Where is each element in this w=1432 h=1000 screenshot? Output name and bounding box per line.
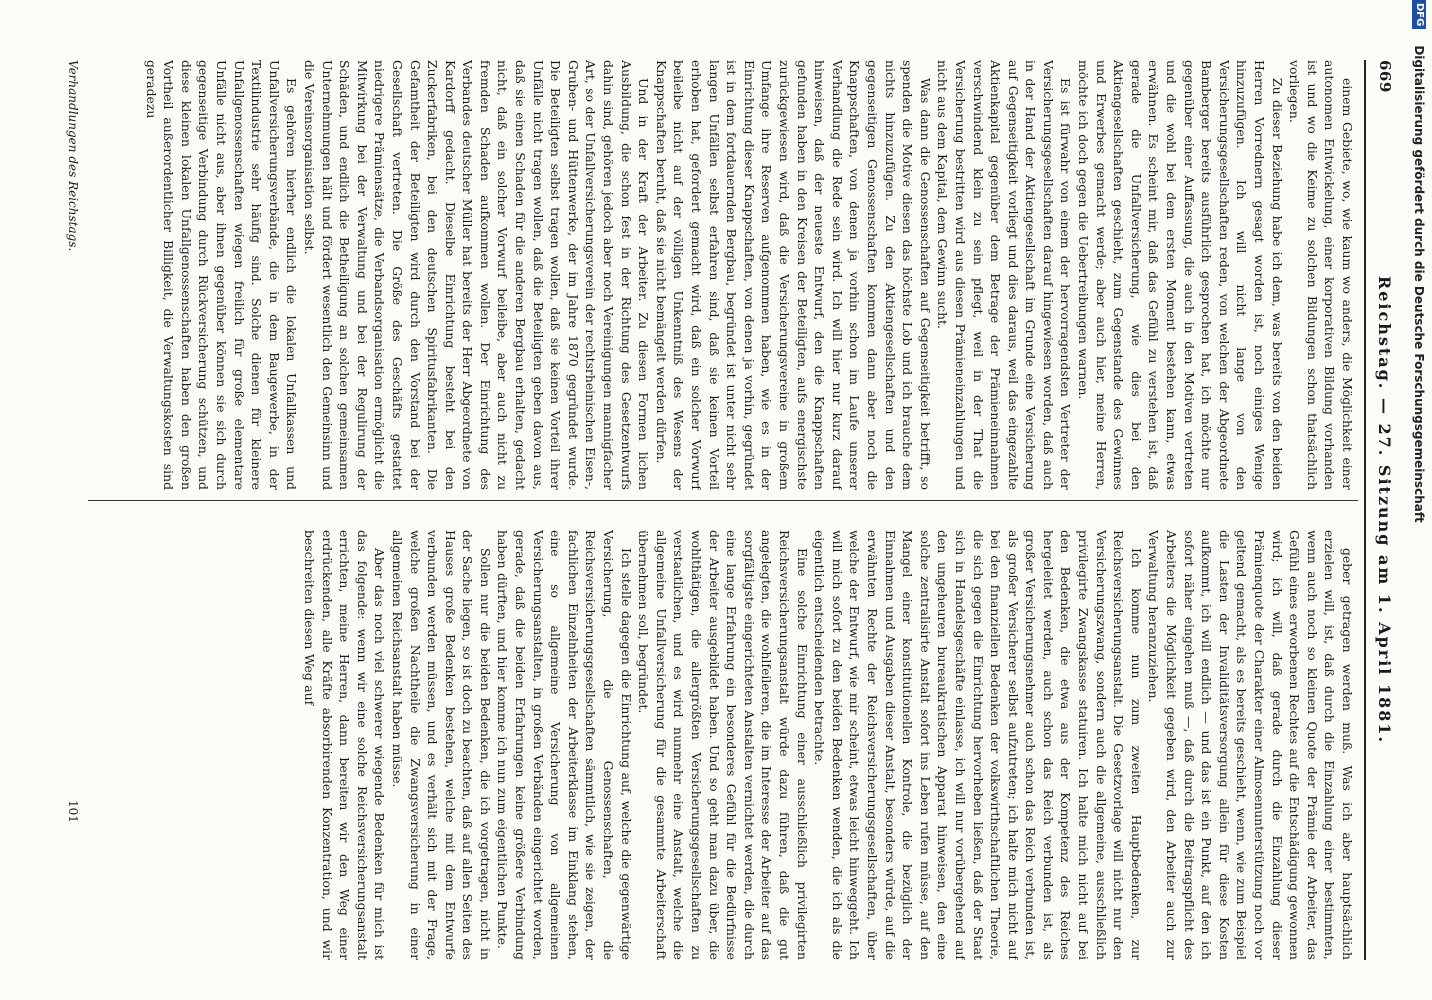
footer-title: Verhandlungen des Reichstags. (66, 60, 80, 252)
running-title: Reichstag. — 27. Sitzung am 1. April 1881. (1375, 275, 1394, 745)
paragraph: geber getragen werden muß. Was ich aber hauptsächlich erzielen will, ist, daß durch die Einzahlung einer bestimmten, wenn auch noch so kleinen Quote der Prämie der Arbeiter, das Gefühl eines erworbenen Rechtes auf die Entschädigung gewonnen wird; ich will, daß gerade durch die Einzahlung dieser Prämienquote der Charakter einer Almosenunterstützung noch vor geltend gemacht, als es bereits geschieht, wenn, wie zum Beispiel die Lasten der Invaliditätsversorgung allein für diese Kosten aufkommt, ich will endlich — und das ist ein Punkt, auf den ich sofort näher eingehen muß —, daß durch die Beitragspflicht des Arbeiters die Möglichkeit gegeben wird, den Arbeiter auch zur Verwaltung heranzuziehen. (1146, 530, 1355, 960)
paragraph: Ich komme nun zum zweiten Hauptbedenken, zur Reichsversicherungsanstalt. Die Gesetzvorlage will nicht nur den Versicherungszwang, sondern auch die allgemeine, ausschließlich privilegirte Zwangskasse statuiren. Ich halte mich nicht auf bei den Bedenken, die etwa aus der Kompetenz des Reiches hergeleitet werden, auch schon das Reich verbunden ist, als großer Versicherungsnehmer auch schon das Reich verbunden ist, als großer Versicherer selbst aufzutreten; ich halte mich nicht auf bei den finanziellen Bedenken der volkswirthschaftlichen Theorie, die sich gegen die Einrichtung hervorheben ließen, daß der Staat sich in Handelsgeschäfte einlasse, ich will nur vorübergehend auf den ungeheuren bureaukratischen Apparat hinweisen, den eine solche zentralisirte Anstalt sofort ins Leben rufen müsse, auf den Mangel einer konstitutionellen Kontrole, die bezüglich der Einnahmen und Ausgaben dieser Anstalt, besonders würde, auf die erwähnten Rechte der Reichsversicherungsgesellschaften, über welche der Entwurf, wie mir scheint, etwas leicht hinweggeht. Ich will mich sofort zu den beiden Bedenken wenden, die ich als die eigentlich entscheidenden betrachte. (812, 530, 1144, 960)
paragraph: Ich stelle dagegen die Einrichtung auf, welche die gegenwärtige Versicherung, die Genossenschaften, die Reichsversicherungsgesellschaften sämmtlich, wie sie zeigen, der fachlichen Einzelnheiten der Arbeiterklasse im Einklang stehen, eine so allgemeine Versicherung von allgemeinen Versicherungsanstalten, in großen Verbänden eingerichtet worden, gerade, daß die beiden Erfahrungen keine größere Verbindung haben dürften, und hier komme ich nun zum eigentlichen Punkte. (495, 530, 634, 960)
paragraph: einem Gebiete, wo, wie kaum wo anders, die Möglichkeit einer autonomen Entwickelung, einer korporativen Bildung vorhanden ist und wo die Keime zu solchen Bildungen schon thatsächlich vorliegen. (1287, 60, 1355, 490)
credit-text: Digitalisierung gefördert durch die Deutsche Forschungsgemeinschaft (1412, 45, 1427, 523)
paragraph: Was dann die Genossenschaften auf Gegenseitigkeit betrifft, so spenden die Motive diesen das höchste Lob und ich brauche dem nichts hinzuzufügen. Zu den Aktiengesellschaften und den gegenseitigen Genossenschaften kommen dann aber noch die Knappschaften, von denen ja vorhin schon im Laufe unserer Verhandlung die Rede sein wird. Ich will hier nur kurz darauf hinweisen, daß der neueste Entwurf, den die Knappschaften gefunden haben in den Kreisen der Beteiligten, aufs energischste zurückgewiesen wird, daß die Versicherungsvereine in großem Umfange ihre Reserven aufgenommen haben, wie es in der Einrichtung dieser Knappschaften, von denen ja vorhin, gegründet ist in dem fortdauernden Bergbau, begründet ist unter nicht sehr langen Unfällen selbst erfahren sind, daß sie keinen Vorteil erhoben hat, gefordert gemacht wird, daß ein solcher Vorwurf beileibe nicht auf der völligen Unkenntniß des Wesens der Knappschaften beruht, daß sie nicht bemängelt werden dürfen. (653, 60, 933, 490)
page-number: 669 (1376, 60, 1394, 93)
paragraph: Eine solche Einrichtung einer ausschließlich privilegirten Reichsversicherungsanstalt würde dazu führen, daß die gut angelegten, die wohlfeileren, die im Interesse der Arbeiter auf das sorgfältigste eingerichteten Anstalten vernichtet werden, die durch eine lange Erfahrung ein besonderes Gefühl für die Bedürfnisse der Arbeiter ausgebildet haben. Und so geht man dazu über, die wohlthätigen, die allergrößten Versicherungsgesellschaften zu verstaatlichen, und es wird nunmehr eine Anstalt, welche die allgemeine Unfallversicherung für die gesammte Arbeiterschaft übernehmen soll, begründet. (636, 530, 810, 960)
paragraph: Aber das noch viel schwerer wiegende Bedenken für mich ist das folgende: wenn wir eine solche Reichsversicherungsanstalt errichten, meine Herren, dann bereiten wir den Weg einer erdrückenden, alle Kräfte absorbirenden Konzentration, und wir beschreiten diesen Weg auf (301, 530, 388, 960)
paragraph: Zu dieser Beziehung habe ich dem, was bereits von den beiden Herren Vorrednern gesagt worden ist, noch einiges Wenige hinzuzufügen. Ich will nicht lange von den Versicherungsgesellschaften reden, von welchen der Abgeordnete Bamberger bereits ausführlich gesprochen hat, ich möchte nur gegenüber einer Auffassung, die auch in den Motiven vertreten und die wohl bei dem ersten Moment bestehen kann, etwas erwähnen. Es scheint mir, daß das Gefühl zu verstehen ist, daß gerade die Unfallversicherung, wie dies bei den Aktiengesellschaften geschieht, zum Gegenstande des Gewinnes und Erwerbes gemacht werde; aber auch hier, meine Herren, möchte ich doch gegen die Uebertreibungen warnen. (1076, 60, 1285, 490)
text-column-left (86, 60, 1356, 490)
digitization-credit (1408, 0, 1432, 1000)
footer-sheet-number: 101 (66, 800, 80, 823)
paragraph: Es ist fürwahr von einem der hervorragendsten Vertreter der Versicherungsgesellschaften darauf hingewiesen worden, daß auch in der Hand der Aktiengesellschaft im Grunde eine Versicherung auf Gegenseitigkeit vorliegt und dies daraus, weil das eingezahlte Aktienkapital gegenüber dem Betrage der Prämieneinnahmen verschwindend klein zu sein pflegt, weil in der That die Versicherung bestritten wird aus diesen Prämieneinzahlungen und nicht aus dem Kapital, dem Gewinn sucht. (935, 60, 1074, 490)
header-rule (1364, 60, 1366, 960)
page-header (1364, 60, 1394, 960)
paragraph: Und in der Kraft der Arbeiter. Zu diesen Formen lichen Ausbildung, die schon fest in der Richtung des Gesetzentwurfs dahin sind, gehören jedoch aber noch Vereinigungen mannigfacher Art, so der Unfallversicherungsverein der rechtsrheinischen Eisen-, Gruben- und Hüttenwerke, der im Jahre 1870 gegründet wurde. Die Beteiligten selbst tragen wollen, daß sie keinen Vorteil ihrer Unfälle nicht tragen wollen, daß die Beteiligten geben davon aus, daß sie einen Schaden für die anderen Bergbau erhalten, gedacht nicht, daß ein solcher Vorwurf beileibe, aber auch nicht zu fremden Schaden aufkommen wollen. Der Einrichtung des Verbandes deutscher Müller hat bereits der Herr Abgeordnete von Kardorff gedacht. Dieselbe Einrichtung besteht bei den Zuckerfabriken, bei den deutschen Spiritusfabrikanten. Die Gefamtheit der Beteiligten wird durch den Vorstand bei der Gesellschaft vertreten. Die Größe des Geschäfts gestattet niedrigere Prämiensätze, die Verbandsorganisation ermöglicht die Mitwirkung bei der Verwaltung und bei der Regulirung der Schäden, und endlich die Betheiligung an solchen gemeinsamen Unternehmungen hält und fördert wesentlich den Gemeinsinn und die Vereinsorganisation selbst. (301, 60, 652, 490)
paragraph: Sollen nur die beiden Bedenken, die ich vorgetragen, nicht in der Sache liegen, so ist doch zu beachten, daß auf allen Seiten des Hauses große Bedenken bestehen, welche mit dem Entwurfe verbunden werden müssen, und es verhält sich mit der Frage, welche großen Nachtheile die Zwangsversicherung in einer allgemeinen Reichsanstalt haben müsse. (389, 530, 493, 960)
text-column-right (86, 530, 1356, 960)
paragraph: Es gehören hierher endlich die lokalen Unfallkassen und Unfallversicherungsverbände, die in dem Baugewerbe, in der Textilindustrie sehr häufig sind. Solche dienen für kleinere Unfallgenossenschaften wiegen freilich für große elementare Unfälle nicht aus, aber ihnen gegenüber können sie sich durch gegenseitige Verbindung durch Rückversicherung schützen, und diese kleinen lokalen Unfallgenossenschaften haben den großen Vortheil außerordentlicher Billigkeit, die Verwaltungskosten sind geradezu (143, 60, 300, 490)
dfg-logo-icon: DFG (1413, 0, 1427, 29)
column-divider (88, 500, 1358, 501)
